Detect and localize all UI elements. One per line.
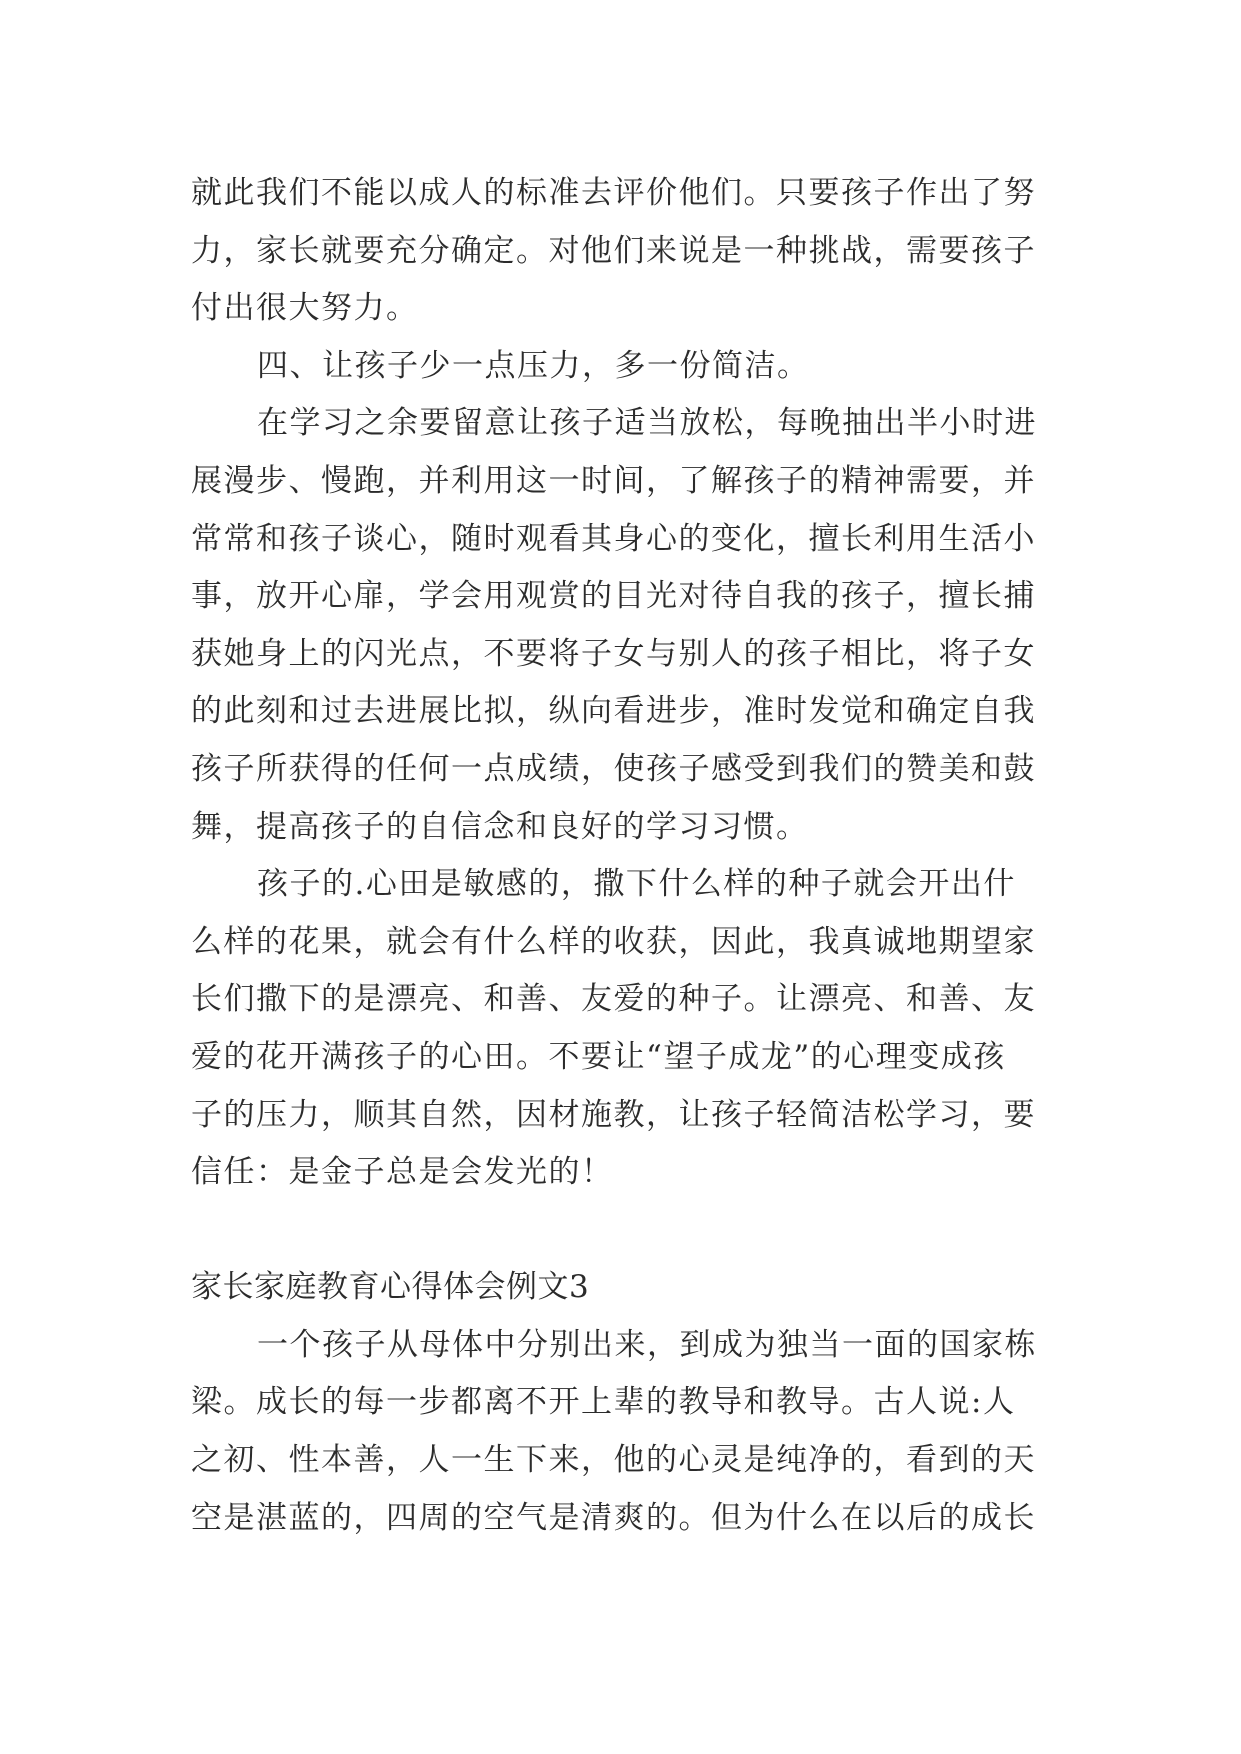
section-heading-four: [191, 338, 1061, 396]
text-line: 的此刻和过去进展比拟，纵向看进步，准时发觉和确定自我: [191, 693, 1036, 730]
text-line: 展漫步、慢跑，并利用这一时间，了解孩子的精神需要，并: [191, 462, 1036, 499]
document-body: [191, 165, 1061, 1547]
essay-title: [191, 1259, 1061, 1317]
text-line: 信任：是金子总是会发光的！: [191, 1154, 614, 1191]
text-line: 之初、性本善，人一生下来，他的心灵是纯净的，看到的天: [191, 1442, 1036, 1479]
paragraph-relaxation: [191, 395, 1061, 856]
text-line: 付出很大努力。: [191, 290, 419, 327]
text-line: 事，放开心扉，学会用观赏的目光对待自我的孩子，擅长捕: [191, 578, 1036, 615]
text-line: 孩子的.心田是敏感的，撒下什么样的种子就会开出什: [257, 866, 1016, 903]
text-line: 长们撒下的是漂亮、和善、友爱的种子。让漂亮、和善、友: [191, 981, 1036, 1018]
text-line: 就此我们不能以成人的标准去评价他们。只要孩子作出了努: [191, 175, 1036, 211]
paragraph-heart-field: [191, 856, 1061, 1202]
text-line: 梁。成长的每一步都离不开上辈的教导和教导。古人说:人: [191, 1384, 1016, 1421]
text-line: 空是湛蓝的，四周的空气是清爽的。但为什么在以后的成长: [191, 1499, 1036, 1536]
text-line: 常常和孩子谈心，随时观看其身心的变化，擅长利用生活小: [191, 520, 1036, 557]
text-line: 爱的花开满孩子的心田。不要让“望子成龙”的心理变成孩: [191, 1038, 1006, 1075]
paragraph-continuation: [191, 165, 1061, 338]
paragraph-essay-intro: [191, 1317, 1061, 1547]
text-line: 孩子所获得的任何一点成绩，使孩子感受到我们的赞美和鼓: [191, 750, 1036, 787]
text-line: 家长家庭教育心得体会例文3: [191, 1269, 590, 1306]
text-line: 在学习之余要留意让孩子适当放松，每晚抽出半小时进: [257, 405, 1037, 442]
text-line: 舞，提高孩子的自信念和良好的学习习惯。: [191, 808, 809, 845]
text-line: 四、让孩子少一点压力，多一份简洁。: [257, 347, 810, 384]
text-line: 力，家长就要充分确定。对他们来说是一种挑战，需要孩子: [191, 232, 1036, 269]
text-line: 子的压力，顺其自然，因材施教，让孩子轻简洁松学习，要: [191, 1096, 1036, 1133]
text-line: 么样的花果，就会有什么样的收获，因此，我真诚地期望家: [191, 923, 1036, 960]
text-line: 获她身上的闪光点，不要将子女与别人的孩子相比，将子女: [191, 635, 1036, 672]
text-line: 一个孩子从母体中分别出来，到成为独当一面的国家栋: [257, 1326, 1037, 1363]
